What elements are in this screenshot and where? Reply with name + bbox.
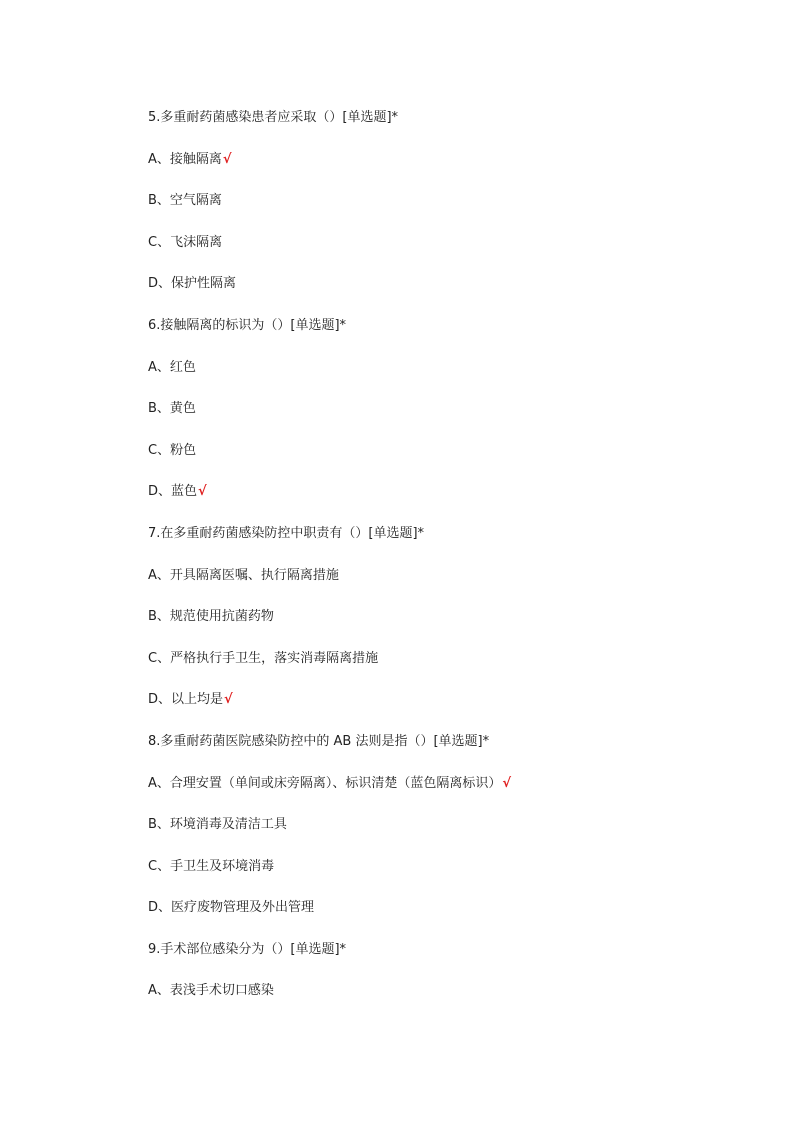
option-item: A、表浅手术切口感染 <box>148 983 274 999</box>
option-item: D、蓝色√ <box>148 484 207 500</box>
option-item: D、以上均是√ <box>148 692 233 708</box>
question-title: 5.多重耐药菌感染患者应采取（）[单选题]* <box>148 110 399 125</box>
option-item: C、手卫生及环境消毒 <box>148 858 275 874</box>
option-item: B、空气隔离 <box>148 193 222 209</box>
option-item: C、粉色 <box>148 442 197 458</box>
option-item: B、黄色 <box>148 401 196 417</box>
check-mark-icon: √ <box>222 151 232 167</box>
option-item: C、飞沫隔离 <box>148 234 223 250</box>
check-mark-icon: √ <box>224 692 233 708</box>
question-title: 8.多重耐药菌医院感染防控中的 AB 法则是指（）[单选题]* <box>148 733 490 749</box>
check-mark-icon: √ <box>198 484 207 500</box>
option-item: B、环境消毒及清洁工具 <box>148 817 287 833</box>
option-item: D、保护性隔离 <box>148 276 237 292</box>
option-item: D、医疗废物管理及外出管理 <box>148 900 315 916</box>
option-item: A、开具隔离医嘱、执行隔离措施 <box>148 567 339 583</box>
quiz-content <box>148 108 748 1023</box>
question-title: 7.在多重耐药菌感染防控中职责有（）[单选题]* <box>148 525 425 541</box>
option-item: C、严格执行手卫生，落实消毒隔离措施 <box>148 650 379 666</box>
option-item: A、合理安置（单间或床旁隔离）、标识清楚（蓝色隔离标识）√ <box>148 775 512 791</box>
check-mark-icon: √ <box>502 775 512 791</box>
option-item: A、红色 <box>148 359 196 375</box>
question-title: 6.接触隔离的标识为（）[单选题]* <box>148 317 347 333</box>
option-item: A、接触隔离√ <box>148 151 232 167</box>
option-item: B、规范使用抗菌药物 <box>148 609 274 625</box>
question-title: 9.手术部位感染分为（）[单选题]* <box>148 941 347 957</box>
